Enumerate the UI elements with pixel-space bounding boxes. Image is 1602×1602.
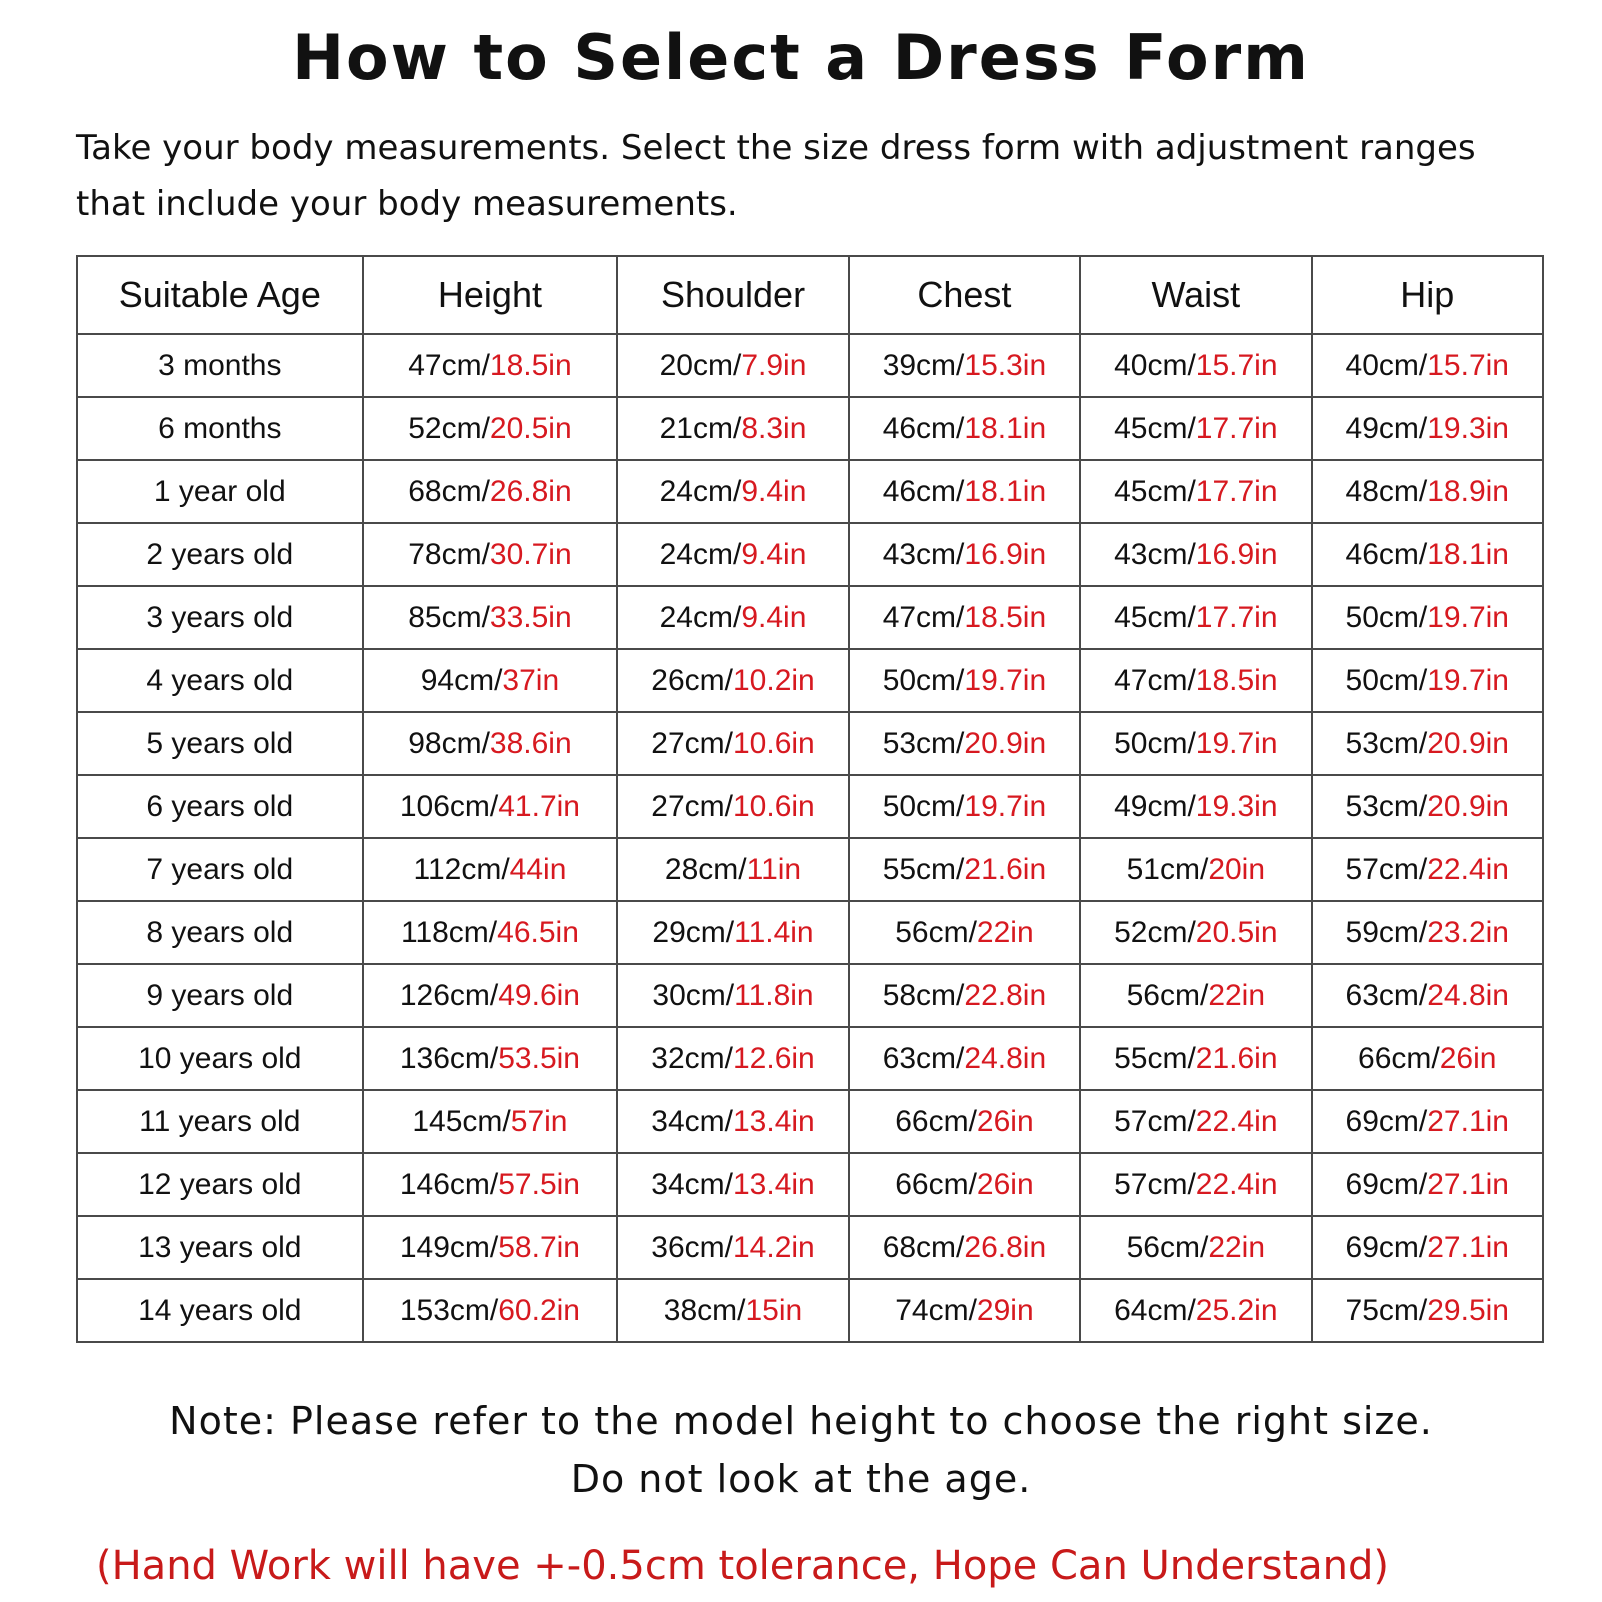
chest-cm-value: 58cm/ [882,978,965,1012]
shoulder-inch-value: 11.8in [734,978,814,1012]
hip-cm-value: 69cm/ [1345,1167,1428,1201]
height-cell [363,397,618,460]
note-line-1: Note: Please refer to the model height to choose the right size. [169,1399,1433,1443]
chest-cm-value: 68cm/ [882,1230,965,1264]
waist-cm-value: 45cm/ [1114,474,1196,508]
waist-cell [1080,586,1311,649]
waist-inch-value: 17.7in [1195,411,1278,445]
hip-cm-value: 69cm/ [1345,1104,1428,1138]
shoulder-inch-value: 14.2in [732,1230,815,1264]
shoulder-cm-value: 36cm/ [651,1230,733,1264]
chest-cell [849,1090,1080,1153]
chest-cm-value: 47cm/ [882,600,965,634]
height-cell [363,523,618,586]
age-cell: 11 years old [77,1090,363,1153]
column-header-age: Suitable Age [77,256,363,334]
chest-inch-value: 20.9in [964,726,1047,760]
hip-inch-value: 18.1in [1427,537,1509,571]
waist-inch-value: 22in [1208,1230,1266,1264]
height-cell [363,901,618,964]
shoulder-cell [617,460,848,523]
age-cell: 13 years old [77,1216,363,1279]
shoulder-cell [617,712,848,775]
height-cell [363,964,618,1027]
height-cell [363,649,618,712]
shoulder-cell [617,1153,848,1216]
waist-inch-value: 22in [1208,978,1266,1012]
hip-cm-value: 46cm/ [1345,537,1428,571]
table-row [77,1090,1543,1153]
hip-cell [1312,1153,1543,1216]
height-cm-value: 94cm/ [420,663,503,697]
chest-cm-value: 74cm/ [895,1293,977,1327]
waist-cell [1080,1027,1311,1090]
hip-cell [1312,334,1543,397]
shoulder-cm-value: 34cm/ [651,1104,733,1138]
chest-cell [849,1153,1080,1216]
waist-cell [1080,901,1311,964]
table-row [77,838,1543,901]
hip-cell [1312,523,1543,586]
chest-cm-value: 46cm/ [882,474,965,508]
height-cell [363,712,618,775]
height-cm-value: 78cm/ [408,537,490,571]
hip-cell [1312,1027,1543,1090]
waist-inch-value: 19.3in [1195,789,1278,823]
height-inch-value: 49.6in [498,978,580,1012]
hip-inch-value: 26in [1439,1041,1497,1075]
height-cm-value: 118cm/ [400,915,498,949]
waist-cm-value: 49cm/ [1114,789,1196,823]
shoulder-cell [617,838,848,901]
shoulder-inch-value: 11in [746,852,802,886]
chest-inch-value: 18.1in [964,474,1047,508]
hip-cm-value: 50cm/ [1345,600,1428,634]
chest-inch-value: 22in [976,915,1034,949]
hip-inch-value: 29.5in [1427,1293,1509,1327]
table-row [77,649,1543,712]
height-cm-value: 136cm/ [399,1041,499,1075]
table-row [77,523,1543,586]
chest-inch-value: 15.3in [964,348,1047,382]
table-row [77,1279,1543,1342]
height-cm-value: 145cm/ [412,1104,511,1138]
waist-cell [1080,649,1311,712]
height-cell [363,838,618,901]
shoulder-cell [617,1216,848,1279]
waist-cell [1080,523,1311,586]
chest-cm-value: 66cm/ [895,1104,977,1138]
shoulder-cm-value: 38cm/ [663,1293,746,1327]
table-row [77,334,1543,397]
height-cell [363,1153,618,1216]
table-row [77,964,1543,1027]
column-header-chest: Chest [849,256,1080,334]
waist-cell [1080,1090,1311,1153]
hip-cm-value: 49cm/ [1345,411,1428,445]
hip-cm-value: 69cm/ [1345,1230,1428,1264]
waist-inch-value: 22.4in [1195,1104,1278,1138]
chest-inch-value: 18.1in [964,411,1047,445]
hip-inch-value: 24.8in [1427,978,1509,1012]
waist-inch-value: 15.7in [1195,348,1278,382]
shoulder-cell [617,1090,848,1153]
shoulder-cell [617,901,848,964]
shoulder-cm-value: 27cm/ [651,726,733,760]
hip-cm-value: 57cm/ [1345,852,1428,886]
height-inch-value: 38.6in [489,726,572,760]
hip-cm-value: 66cm/ [1358,1041,1440,1075]
shoulder-inch-value: 13.4in [732,1104,815,1138]
shoulder-inch-value: 8.3in [741,411,807,445]
height-inch-value: 20.5in [489,411,572,445]
height-inch-value: 37in [502,663,560,697]
hip-cm-value: 75cm/ [1345,1293,1428,1327]
table-row [77,775,1543,838]
chest-inch-value: 26.8in [964,1230,1047,1264]
age-cell: 7 years old [77,838,363,901]
shoulder-cm-value: 29cm/ [652,915,735,949]
hip-inch-value: 23.2in [1427,915,1509,949]
column-header-waist: Waist [1080,256,1311,334]
shoulder-inch-value: 7.9in [741,348,807,382]
height-cm-value: 112cm/ [413,852,510,886]
chest-cell [849,586,1080,649]
age-cell: 8 years old [77,901,363,964]
height-inch-value: 30.7in [489,537,572,571]
height-inch-value: 53.5in [498,1041,580,1075]
hip-inch-value: 27.1in [1427,1167,1509,1201]
height-inch-value: 33.5in [489,600,572,634]
height-cm-value: 126cm/ [399,978,499,1012]
hip-cell [1312,775,1543,838]
age-cell: 14 years old [77,1279,363,1342]
chest-inch-value: 22.8in [964,978,1047,1012]
chest-inch-value: 16.9in [964,537,1047,571]
shoulder-cm-value: 34cm/ [651,1167,733,1201]
height-cm-value: 106cm/ [399,789,499,823]
chest-cm-value: 63cm/ [882,1041,965,1075]
age-cell: 3 months [77,334,363,397]
hip-cell [1312,838,1543,901]
hip-inch-value: 22.4in [1427,852,1509,886]
waist-cell [1080,397,1311,460]
height-cm-value: 149cm/ [399,1230,499,1264]
tolerance-note: (Hand Work will have +-0.5cm tolerance, Hope Can Understand) [96,1543,1389,1589]
waist-cell [1080,964,1311,1027]
height-cell [363,586,618,649]
chest-cell [849,649,1080,712]
page-title: How to Select a Dress Form [292,21,1310,94]
height-cell [363,1090,618,1153]
table-row [77,901,1543,964]
shoulder-cell [617,1027,848,1090]
shoulder-cm-value: 20cm/ [659,348,742,382]
waist-cm-value: 40cm/ [1114,348,1196,382]
chest-inch-value: 29in [976,1293,1034,1327]
height-cm-value: 85cm/ [408,600,490,634]
waist-cm-value: 51cm/ [1126,852,1209,886]
shoulder-cm-value: 24cm/ [659,474,742,508]
hip-inch-value: 20.9in [1427,726,1509,760]
shoulder-cell [617,1279,848,1342]
hip-cell [1312,712,1543,775]
table-row [77,712,1543,775]
age-cell: 10 years old [77,1027,363,1090]
shoulder-inch-value: 9.4in [741,537,807,571]
height-cell [363,1027,618,1090]
waist-inch-value: 20.5in [1195,915,1278,949]
column-header-height: Height [363,256,618,334]
waist-inch-value: 25.2in [1195,1293,1278,1327]
waist-cell [1080,1216,1311,1279]
chest-cell [849,838,1080,901]
shoulder-inch-value: 9.4in [741,600,807,634]
waist-inch-value: 20in [1208,852,1266,886]
hip-inch-value: 19.7in [1427,663,1509,697]
waist-cell [1080,775,1311,838]
waist-cm-value: 47cm/ [1114,663,1196,697]
shoulder-cell [617,397,848,460]
age-cell: 1 year old [77,460,363,523]
height-cm-value: 52cm/ [408,411,490,445]
shoulder-cell [617,775,848,838]
age-cell: 12 years old [77,1153,363,1216]
chest-cm-value: 50cm/ [882,789,965,823]
shoulder-inch-value: 10.2in [732,663,815,697]
height-cell [363,775,618,838]
waist-inch-value: 19.7in [1195,726,1278,760]
waist-cell [1080,1153,1311,1216]
hip-inch-value: 27.1in [1427,1104,1509,1138]
height-inch-value: 44in [509,852,567,886]
table-row [77,1153,1543,1216]
waist-inch-value: 18.5in [1195,663,1278,697]
hip-inch-value: 19.7in [1427,600,1509,634]
shoulder-inch-value: 9.4in [741,474,807,508]
height-inch-value: 26.8in [489,474,572,508]
age-cell: 6 years old [77,775,363,838]
height-cm-value: 146cm/ [399,1167,499,1201]
chest-inch-value: 19.7in [964,789,1047,823]
hip-cell [1312,1090,1543,1153]
chest-cm-value: 46cm/ [882,411,965,445]
hip-cell [1312,901,1543,964]
waist-inch-value: 22.4in [1195,1167,1278,1201]
age-cell: 3 years old [77,586,363,649]
chest-cell [849,901,1080,964]
chest-inch-value: 21.6in [964,852,1047,886]
chest-cm-value: 39cm/ [882,348,965,382]
chest-cell [849,397,1080,460]
age-cell: 4 years old [77,649,363,712]
chest-cell [849,964,1080,1027]
shoulder-cm-value: 21cm/ [659,411,742,445]
chest-inch-value: 26in [976,1167,1034,1201]
chest-cell [849,1027,1080,1090]
chest-cell [849,1216,1080,1279]
height-inch-value: 41.7in [498,789,580,823]
shoulder-inch-value: 13.4in [732,1167,815,1201]
note-line-2: Do not look at the age. [570,1457,1032,1501]
shoulder-cell [617,523,848,586]
waist-cm-value: 43cm/ [1114,537,1196,571]
shoulder-cm-value: 24cm/ [659,600,742,634]
waist-cm-value: 56cm/ [1126,978,1209,1012]
hip-inch-value: 19.3in [1427,411,1509,445]
shoulder-cm-value: 27cm/ [651,789,733,823]
chest-cm-value: 55cm/ [882,852,965,886]
shoulder-cm-value: 28cm/ [664,852,747,886]
note [0,1392,1602,1508]
height-cm-value: 47cm/ [408,348,490,382]
height-cell [363,460,618,523]
height-cell [363,1279,618,1342]
age-cell: 2 years old [77,523,363,586]
age-cell: 6 months [77,397,363,460]
shoulder-cell [617,586,848,649]
table-row [77,1027,1543,1090]
waist-cell [1080,838,1311,901]
chest-cell [849,712,1080,775]
column-header-shoulder: Shoulder [617,256,848,334]
chest-cell [849,334,1080,397]
waist-cm-value: 55cm/ [1114,1041,1196,1075]
chest-cell [849,775,1080,838]
shoulder-inch-value: 11.4in [734,915,814,949]
column-header-hip: Hip [1312,256,1543,334]
table-header-row [77,256,1543,334]
height-cell [363,334,618,397]
shoulder-inch-value: 10.6in [732,726,815,760]
chest-cm-value: 53cm/ [882,726,965,760]
hip-cell [1312,397,1543,460]
waist-cell [1080,334,1311,397]
shoulder-cm-value: 30cm/ [652,978,735,1012]
hip-cm-value: 63cm/ [1345,978,1428,1012]
height-inch-value: 18.5in [489,348,572,382]
waist-cell [1080,712,1311,775]
waist-cm-value: 56cm/ [1126,1230,1209,1264]
hip-cell [1312,964,1543,1027]
table-row [77,460,1543,523]
waist-cm-value: 50cm/ [1114,726,1196,760]
chest-cell [849,1279,1080,1342]
hip-cell [1312,460,1543,523]
hip-inch-value: 15.7in [1427,348,1509,382]
size-chart-table [76,255,1544,1343]
shoulder-cm-value: 24cm/ [659,537,742,571]
hip-inch-value: 18.9in [1427,474,1509,508]
hip-cm-value: 50cm/ [1345,663,1428,697]
age-cell: 5 years old [77,712,363,775]
hip-cm-value: 53cm/ [1345,789,1428,823]
waist-cell [1080,460,1311,523]
shoulder-cm-value: 32cm/ [651,1041,733,1075]
table-row [77,397,1543,460]
waist-cm-value: 57cm/ [1114,1104,1196,1138]
shoulder-cell [617,964,848,1027]
shoulder-cell [617,649,848,712]
intro-text: Take your body measurements. Select the size dress form with adjustment ranges that include your body measurements. [76,128,1476,224]
shoulder-cell [617,334,848,397]
chest-cm-value: 66cm/ [895,1167,977,1201]
table-body [77,334,1543,1342]
waist-inch-value: 16.9in [1195,537,1278,571]
hip-cm-value: 48cm/ [1345,474,1428,508]
chest-inch-value: 24.8in [964,1041,1047,1075]
height-cm-value: 68cm/ [408,474,490,508]
height-inch-value: 57.5in [498,1167,580,1201]
shoulder-inch-value: 12.6in [732,1041,815,1075]
hip-cm-value: 53cm/ [1345,726,1428,760]
waist-cm-value: 45cm/ [1114,600,1196,634]
table-row [77,1216,1543,1279]
height-inch-value: 46.5in [497,915,579,949]
hip-cell [1312,1216,1543,1279]
hip-cell [1312,586,1543,649]
hip-inch-value: 27.1in [1427,1230,1509,1264]
waist-cell [1080,1279,1311,1342]
shoulder-inch-value: 15in [745,1293,803,1327]
chest-cm-value: 50cm/ [882,663,965,697]
height-cell [363,1216,618,1279]
waist-cm-value: 64cm/ [1114,1293,1196,1327]
chest-cm-value: 56cm/ [895,915,977,949]
hip-cm-value: 59cm/ [1345,915,1428,949]
chest-cell [849,460,1080,523]
height-inch-value: 58.7in [498,1230,580,1264]
waist-inch-value: 21.6in [1195,1041,1278,1075]
shoulder-cm-value: 26cm/ [651,663,733,697]
chest-cell [849,523,1080,586]
waist-cm-value: 57cm/ [1114,1167,1196,1201]
shoulder-inch-value: 10.6in [732,789,815,823]
hip-cm-value: 40cm/ [1345,348,1428,382]
height-inch-value: 60.2in [498,1293,580,1327]
waist-cm-value: 52cm/ [1114,915,1196,949]
chest-inch-value: 26in [976,1104,1034,1138]
chest-cm-value: 43cm/ [882,537,965,571]
waist-inch-value: 17.7in [1195,600,1278,634]
table-row [77,586,1543,649]
hip-cell [1312,649,1543,712]
height-cm-value: 153cm/ [399,1293,499,1327]
hip-inch-value: 20.9in [1427,789,1509,823]
chest-inch-value: 18.5in [964,600,1047,634]
waist-cm-value: 45cm/ [1114,411,1196,445]
chest-inch-value: 19.7in [964,663,1047,697]
age-cell: 9 years old [77,964,363,1027]
hip-cell [1312,1279,1543,1342]
waist-inch-value: 17.7in [1195,474,1278,508]
height-cm-value: 98cm/ [408,726,490,760]
height-inch-value: 57in [510,1104,568,1138]
